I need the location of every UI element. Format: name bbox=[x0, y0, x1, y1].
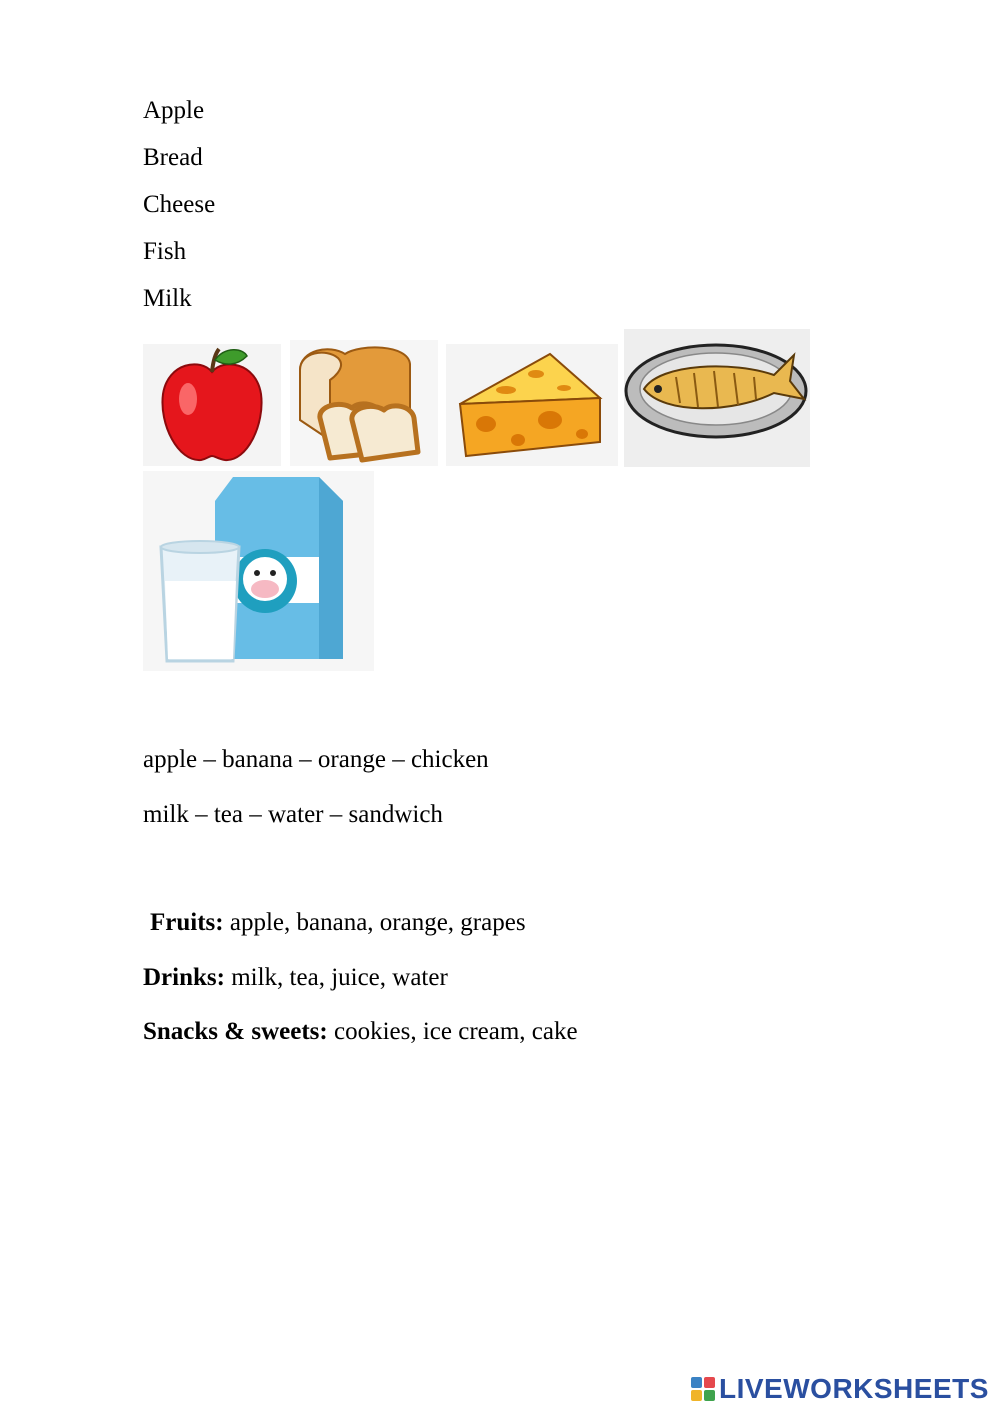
liveworksheets-brand-text: LIVEWORKSHEETS bbox=[719, 1373, 989, 1404]
category-snacks bbox=[143, 1017, 578, 1047]
cheese-picture bbox=[446, 344, 618, 466]
liveworksheets-logo-icon bbox=[690, 1376, 716, 1402]
vocab-word-milk: Milk bbox=[143, 285, 192, 312]
apple-icon bbox=[143, 344, 281, 466]
milk-picture bbox=[143, 471, 374, 671]
category-fruits-label: Fruits: bbox=[150, 909, 224, 936]
category-drinks bbox=[143, 963, 448, 993]
odd-one-out-line-2: milk – tea – water – sandwich bbox=[143, 801, 443, 828]
vocab-word-bread: Bread bbox=[143, 144, 203, 171]
cheese-icon bbox=[446, 344, 618, 466]
fish-picture bbox=[624, 329, 810, 467]
apple-picture bbox=[143, 344, 281, 466]
odd-one-out-line-1: apple – banana – orange – chicken bbox=[143, 746, 489, 773]
category-drinks-label: Drinks: bbox=[143, 964, 225, 991]
vocab-word-fish: Fish bbox=[143, 238, 187, 265]
vocab-word-cheese: Cheese bbox=[143, 191, 216, 218]
category-drinks-items: milk, tea, juice, water bbox=[224, 964, 448, 991]
bread-icon bbox=[290, 340, 438, 466]
category-fruits-items: apple, banana, orange, grapes bbox=[223, 909, 526, 936]
bread-picture bbox=[290, 340, 438, 466]
fish-icon bbox=[624, 329, 810, 467]
vocab-word-apple: Apple bbox=[143, 97, 205, 124]
category-snacks-label: Snacks & sweets: bbox=[143, 1018, 328, 1045]
category-fruits bbox=[150, 908, 526, 938]
milk-icon bbox=[143, 471, 374, 671]
category-snacks-items: cookies, ice cream, cake bbox=[327, 1018, 578, 1045]
liveworksheets-logo[interactable] bbox=[690, 1374, 989, 1404]
